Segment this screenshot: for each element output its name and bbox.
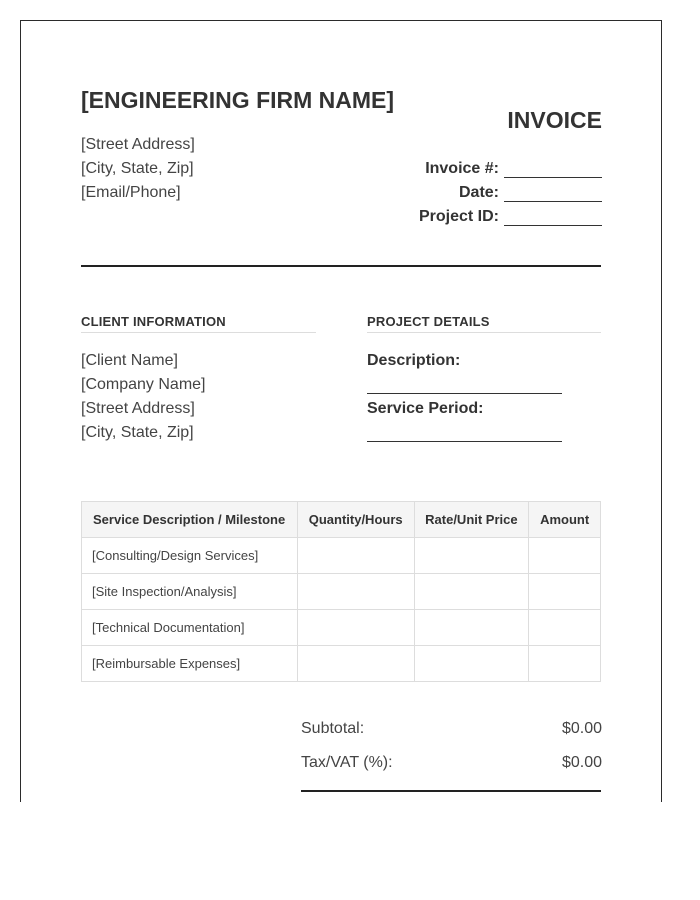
project-id-blank[interactable] bbox=[504, 211, 602, 226]
invoice-date-row bbox=[459, 184, 602, 202]
column-header-amount: Amount bbox=[529, 502, 601, 538]
amount-cell[interactable] bbox=[529, 574, 601, 610]
services-table bbox=[81, 501, 601, 682]
service-description-cell[interactable]: [Site Inspection/Analysis] bbox=[82, 574, 298, 610]
invoice-number-row bbox=[425, 160, 602, 178]
rate-unit-price-cell[interactable] bbox=[414, 610, 529, 646]
invoice-title: INVOICE bbox=[507, 107, 602, 133]
amount-cell[interactable] bbox=[529, 538, 601, 574]
client-company-name: [Company Name] bbox=[81, 376, 206, 393]
project-id-row bbox=[419, 208, 602, 226]
client-information-heading: CLIENT INFORMATION bbox=[81, 314, 226, 329]
quantity-hours-cell[interactable] bbox=[297, 646, 414, 682]
quantity-hours-cell[interactable] bbox=[297, 610, 414, 646]
amount-cell[interactable] bbox=[529, 646, 601, 682]
service-description-cell[interactable]: [Technical Documentation] bbox=[82, 610, 298, 646]
tax-vat-label: Tax/VAT (%): bbox=[301, 754, 393, 771]
invoice-date-label: Date: bbox=[458, 184, 499, 201]
amount-cell[interactable] bbox=[529, 610, 601, 646]
project-description-label: Description: bbox=[367, 352, 461, 369]
service-description-cell[interactable]: [Reimbursable Expenses] bbox=[82, 646, 298, 682]
totals-divider bbox=[301, 790, 601, 792]
client-heading-rule bbox=[81, 332, 316, 333]
subtotal-label: Subtotal: bbox=[301, 720, 365, 737]
header-divider bbox=[81, 265, 601, 267]
column-header-rate-unit-price: Rate/Unit Price bbox=[414, 502, 529, 538]
firm-name: [ENGINEERING FIRM NAME] bbox=[81, 87, 395, 113]
rate-unit-price-cell[interactable] bbox=[414, 574, 529, 610]
rate-unit-price-cell[interactable] bbox=[414, 538, 529, 574]
quantity-hours-cell[interactable] bbox=[297, 574, 414, 610]
client-name: [Client Name] bbox=[81, 352, 178, 369]
table-row bbox=[82, 610, 601, 646]
firm-city-state-zip: [City, State, Zip] bbox=[81, 160, 194, 177]
table-row bbox=[82, 574, 601, 610]
firm-email-phone: [Email/Phone] bbox=[81, 184, 181, 201]
invoice-number-blank[interactable] bbox=[504, 163, 602, 178]
project-id-label: Project ID: bbox=[418, 208, 499, 225]
invoice-number-label: Invoice #: bbox=[425, 160, 499, 177]
invoice-date-blank[interactable] bbox=[504, 187, 602, 202]
quantity-hours-cell[interactable] bbox=[297, 538, 414, 574]
client-city-state-zip: [City, State, Zip] bbox=[81, 424, 194, 441]
firm-street-address: [Street Address] bbox=[81, 136, 195, 153]
service-description-cell[interactable]: [Consulting/Design Services] bbox=[82, 538, 298, 574]
project-details-heading: PROJECT DETAILS bbox=[367, 314, 490, 329]
invoice-page bbox=[20, 20, 662, 802]
column-header-service-description: Service Description / Milestone bbox=[82, 502, 298, 538]
service-period-blank[interactable] bbox=[367, 441, 562, 442]
column-header-quantity-hours: Quantity/Hours bbox=[297, 502, 414, 538]
rate-unit-price-cell[interactable] bbox=[414, 646, 529, 682]
project-heading-rule bbox=[367, 332, 601, 333]
project-description-blank[interactable] bbox=[367, 393, 562, 394]
table-row bbox=[82, 538, 601, 574]
client-street-address: [Street Address] bbox=[81, 400, 195, 417]
service-period-label: Service Period: bbox=[367, 400, 484, 417]
table-row bbox=[82, 646, 601, 682]
tax-vat-value: $0.00 bbox=[561, 754, 602, 771]
table-header-row bbox=[82, 502, 601, 538]
subtotal-value: $0.00 bbox=[561, 720, 602, 737]
